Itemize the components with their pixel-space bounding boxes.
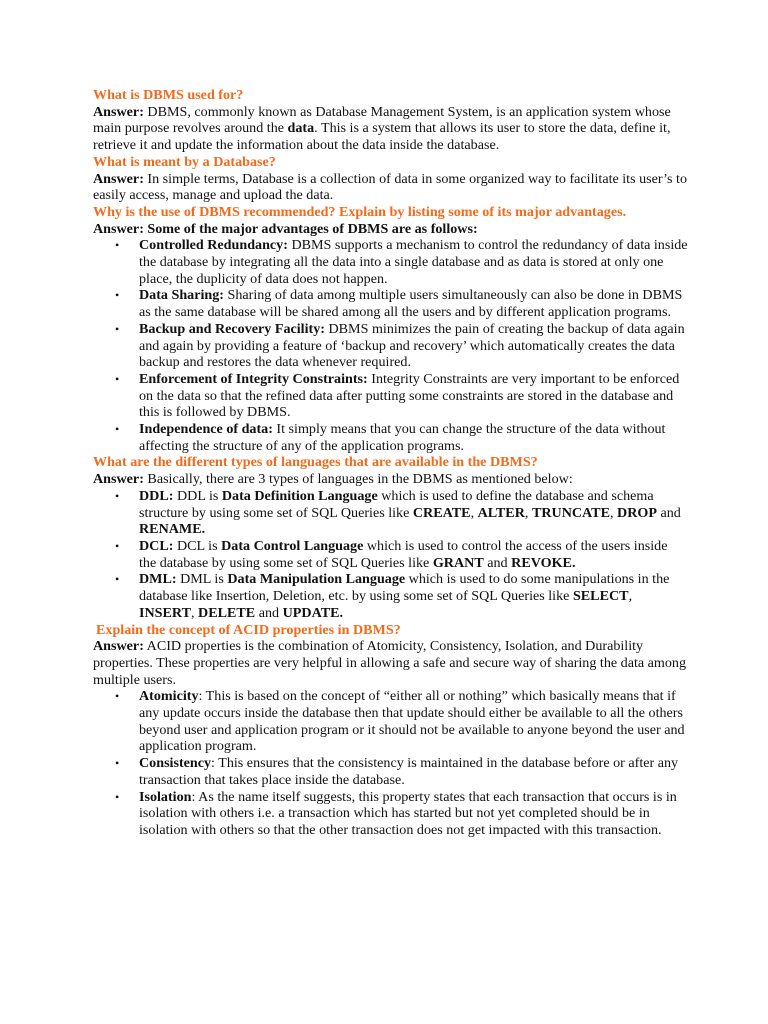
list-item-ddl: • DDL: DDL is Data Definition Language which is used to define the database and schema structure by using some set of SQL Queries like CREATE, ALTER, TRUNCATE, DROP and RENAME. bbox=[115, 487, 681, 538]
question-dbms-languages: What are the different types of languages that are available in the DBMS? bbox=[93, 454, 538, 471]
bullet-icon: • bbox=[115, 488, 120, 503]
languages-list bbox=[93, 488, 688, 622]
acid-list bbox=[93, 688, 688, 838]
list-item-dml: • DML: DML is Data Manipulation Language which is used to do some manipulations in the database like Insertion, Deletion, etc. by using some set of SQL Queries like SELECT, INSERT, DELETE and UPDATE. bbox=[115, 571, 670, 621]
bullet-icon: • bbox=[115, 689, 120, 704]
list-item: • Data Sharing: Sharing of data among multiple users simultaneously can also be done in DBMS as the same database will be shared among all the users and by different application programs. bbox=[115, 287, 683, 321]
list-item: • Atomicity: This is based on the concept of “either all or nothing” which basically means that if any update occurs inside the database then that update should either be available to all the others beyond user and application program or it should not be available to anyone beyond the user and application program. bbox=[115, 688, 685, 755]
answer-label: Answer: bbox=[93, 103, 144, 120]
answer-what-is-database: Answer: In simple terms, Database is a collection of data in some organized way to facilitate its user’s to easily access, manage and upload the data. bbox=[93, 170, 687, 204]
bullet-icon: • bbox=[115, 321, 120, 336]
bullet-icon: • bbox=[115, 238, 120, 253]
answer-acid-intro: Answer: ACID properties is the combination of Atomicity, Consistency, Isolation, and Durability properties. These properties are very helpful in allowing a safe and secure way of sharing the data among multiple users. bbox=[93, 638, 687, 688]
question-dbms-used-for: What is DBMS used for? bbox=[93, 87, 244, 103]
question-acid-properties: Explain the concept of ACID properties in DBMS? bbox=[96, 621, 401, 638]
list-item: • Consistency: This ensures that the consistency is maintained in the database before or after any transaction that takes place inside the database. bbox=[115, 755, 679, 788]
bullet-icon: • bbox=[115, 756, 120, 771]
advantages-list bbox=[93, 237, 688, 454]
answer-dbms-languages-intro: Answer: Basically, there are 3 types of languages in the DBMS as mentioned below: bbox=[93, 471, 573, 488]
answer-label: Answer: bbox=[93, 471, 144, 488]
bullet-icon: • bbox=[115, 422, 120, 437]
answer-dbms-used-for: Answer: DBMS, commonly known as Database Management System, is an application system whose main purpose revolves around the data. This is a system that allows its user to store the data, define it, retrieve it and update the information about the data inside the database. bbox=[93, 103, 671, 154]
answer-dbms-advantages-intro: Answer: Some of the major advantages of DBMS are as follows: bbox=[93, 220, 478, 237]
list-item-dcl: • DCL: DCL is Data Control Language which is used to control the access of the users inside the database by using some set of SQL Queries like GRANT and REVOKE. bbox=[115, 537, 668, 571]
list-item: • Isolation: As the name itself suggests, this property states that each transaction that occurs is in isolation with others i.e. a transaction which has started but not yet completed should be in isolation with others so that the other transaction does not get impacted with this transaction. bbox=[115, 788, 677, 838]
question-dbms-advantages: Why is the use of DBMS recommended? Explain by listing some of its major advantages. bbox=[93, 203, 627, 220]
bullet-icon: • bbox=[115, 538, 120, 553]
bullet-icon: • bbox=[115, 288, 120, 303]
list-item: • Enforcement of Integrity Constraints: Integrity Constraints are very important to be enforced on the data so that the refined data after putting some constraints are stored in the database and this is followed by DBMS. bbox=[115, 370, 680, 421]
list-item: • Controlled Redundancy: DBMS supports a mechanism to control the redundancy of data inside the database by integrating all the data into a single database and as data is stored at only one place, the duplicity of data does not happen. bbox=[115, 237, 688, 287]
bullet-icon: • bbox=[115, 572, 120, 587]
bullet-icon: • bbox=[115, 371, 120, 386]
answer-label: Answer: bbox=[93, 638, 144, 655]
list-item: • Independence of data: It simply means that you can change the structure of the data without affecting the structure of any of the application programs. bbox=[115, 421, 666, 454]
bullet-icon: • bbox=[115, 789, 120, 804]
answer-label: Answer: bbox=[93, 170, 144, 187]
list-item: • Backup and Recovery Facility: DBMS minimizes the pain of creating the backup of data again and again by providing a feature of ‘backup and recovery’ which automatically creates the data backup and restores the data whenever required. bbox=[115, 320, 685, 371]
question-what-is-database: What is meant by a Database? bbox=[93, 153, 276, 170]
